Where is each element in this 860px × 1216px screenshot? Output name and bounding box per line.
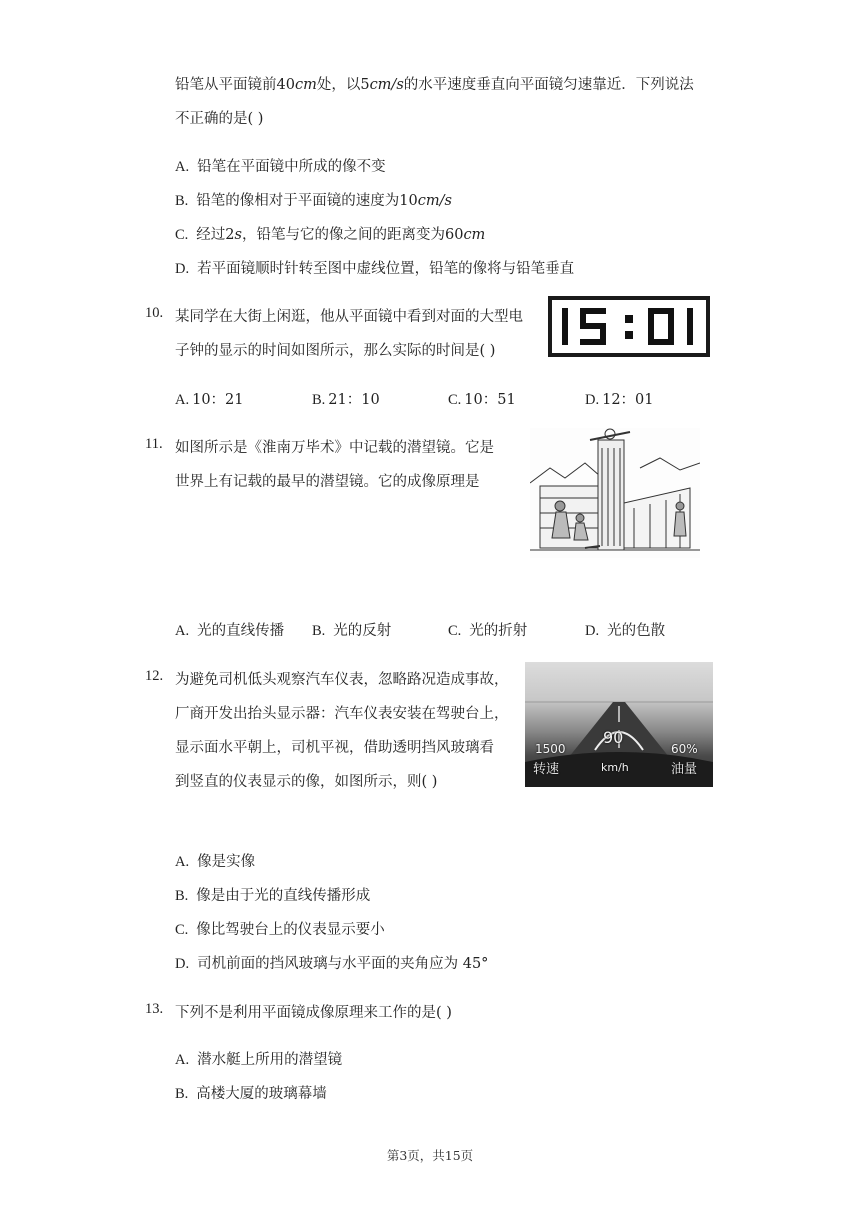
q12-stem-line1: 为避免司机低头观察汽车仪表，忽略路况造成事故， xyxy=(175,672,509,688)
hud-unit-label: km/h xyxy=(601,761,629,774)
q11-option-c[interactable] xyxy=(448,619,527,640)
option-text: 光的直线传播 xyxy=(197,623,285,639)
hud-fuel: 60% xyxy=(671,742,698,756)
option-text: 铅笔在平面镜中所成的像不变 xyxy=(197,159,386,175)
option-text: 10：51 xyxy=(464,392,516,408)
page-footer: 第3页，共15页 xyxy=(386,1148,474,1163)
q12-option-d[interactable] xyxy=(175,952,488,973)
q9-option-d[interactable] xyxy=(175,257,574,278)
option-text: 21：10 xyxy=(328,392,380,408)
option-letter: B. xyxy=(175,888,189,904)
q12-stem-line4: 到竖直的仪表显示的像，如图所示，则( ) xyxy=(175,774,438,790)
clock-digits-graphic xyxy=(552,300,706,353)
option-value: 2 xyxy=(225,227,235,243)
q11-number: 11. xyxy=(145,436,163,452)
q12-stem-line3: 显示面水平朝上，司机平视，借助透明挡风玻璃看 xyxy=(175,740,494,756)
option-letter: B. xyxy=(312,623,326,639)
q13-stem-line1: 下列不是利用平面镜成像原理来工作的是( ) xyxy=(175,1005,452,1021)
q12-option-b[interactable] xyxy=(175,884,370,905)
periscope-drawing xyxy=(530,428,700,558)
option-text: 高楼大厦的玻璃幕墙 xyxy=(196,1086,327,1102)
hud-rpm: 1500 xyxy=(535,742,566,756)
option-text: 像是实像 xyxy=(197,854,256,870)
q10-option-d[interactable] xyxy=(585,388,654,409)
q13-option-b[interactable] xyxy=(175,1082,327,1103)
option-letter: B. xyxy=(175,1086,189,1102)
q12-number: 12. xyxy=(145,668,164,684)
option-text: 像是由于光的直线传播形成 xyxy=(196,888,371,904)
option-text: 光的折射 xyxy=(469,623,528,639)
option-letter: A. xyxy=(175,1052,190,1068)
option-letter: A. xyxy=(175,159,190,175)
q9-distance: 40 xyxy=(276,77,295,93)
option-letter: C. xyxy=(448,623,462,639)
option-unit: cm xyxy=(463,227,486,243)
q9-unit-speed: cm/s xyxy=(369,77,404,93)
q10-number: 10. xyxy=(145,305,164,321)
option-letter: C. xyxy=(175,922,189,938)
option-unit: cm/s xyxy=(417,193,452,209)
option-letter: B. xyxy=(312,392,326,408)
q10-option-c[interactable] xyxy=(448,388,516,409)
q9-stem-line1 xyxy=(175,73,694,94)
option-text: 12：01 xyxy=(602,392,654,408)
mirror-clock-image xyxy=(548,296,710,357)
hud-fuel-label: 油量 xyxy=(671,762,698,777)
option-letter: C. xyxy=(448,392,462,408)
option-text: 10：21 xyxy=(192,392,244,408)
option-text: 若平面镜顺时针转至图中虚线位置，铅笔的像将与铅笔垂直 xyxy=(197,261,575,277)
option-letter: A. xyxy=(175,392,190,408)
q9-option-b[interactable] xyxy=(175,189,452,210)
q13-number: 13. xyxy=(145,1001,164,1017)
q9-text: 的水平速度垂直向平面镜匀速靠近．下列说法 xyxy=(403,77,694,93)
q9-text: 处，以 xyxy=(316,77,361,93)
option-text: 像比驾驶台上的仪表显示要小 xyxy=(196,922,385,938)
q9-speed: 5 xyxy=(360,77,370,93)
q11-option-b[interactable] xyxy=(312,619,391,640)
q9-option-c[interactable] xyxy=(175,223,485,244)
option-text: ，铅笔与它的像之间的距离变为 xyxy=(241,227,445,243)
q11-option-d[interactable] xyxy=(585,619,665,640)
option-unit: s xyxy=(234,227,242,243)
q10-option-a[interactable] xyxy=(175,388,244,409)
q9-stem-line2: 不正确的是( ) xyxy=(175,111,264,127)
q9-text: 铅笔从平面镜前 xyxy=(175,77,277,93)
option-text: 经过 xyxy=(196,227,226,243)
option-letter: B. xyxy=(175,193,189,209)
option-letter: D. xyxy=(175,261,190,277)
q11-stem-line1: 如图所示是《淮南万毕术》中记载的潜望镜。它是 xyxy=(175,440,494,456)
option-text: 司机前面的挡风玻璃与水平面的夹角应为 45° xyxy=(197,956,489,972)
option-value: 60 xyxy=(444,227,464,243)
periscope-illustration xyxy=(530,428,700,558)
q12-option-c[interactable] xyxy=(175,918,385,939)
hud-speed: 90 xyxy=(603,728,624,747)
q9-option-a[interactable] xyxy=(175,155,386,176)
option-letter: C. xyxy=(175,227,189,243)
option-text: 光的色散 xyxy=(607,623,666,639)
q10-option-b[interactable] xyxy=(312,388,380,409)
option-letter: A. xyxy=(175,623,190,639)
q13-option-a[interactable] xyxy=(175,1048,342,1069)
q9-unit-cm: cm xyxy=(294,77,317,93)
q12-stem-line2: 厂商开发出抬头显示器：汽车仪表安装在驾驶台上， xyxy=(175,706,509,722)
q11-option-a[interactable] xyxy=(175,619,284,640)
hud-rpm-label: 转速 xyxy=(533,762,560,777)
head-up-display-photo xyxy=(525,662,713,787)
option-text: 潜水艇上所用的潜望镜 xyxy=(197,1052,343,1068)
option-letter: D. xyxy=(585,623,600,639)
option-text: 铅笔的像相对于平面镜的速度为 xyxy=(196,193,400,209)
option-value: 10 xyxy=(399,193,418,209)
q11-stem-line2: 世界上有记载的最早的潜望镜。它的成像原理是 xyxy=(175,474,480,490)
option-letter: D. xyxy=(585,392,600,408)
option-letter: A. xyxy=(175,854,190,870)
q10-stem-line2: 子钟的显示的时间如图所示，那么实际的时间是( ) xyxy=(175,343,496,359)
option-text: 光的反射 xyxy=(333,623,392,639)
q10-stem-line1: 某同学在大街上闲逛，他从平面镜中看到对面的大型电 xyxy=(175,309,523,325)
option-letter: D. xyxy=(175,956,190,972)
q12-option-a[interactable] xyxy=(175,850,255,871)
